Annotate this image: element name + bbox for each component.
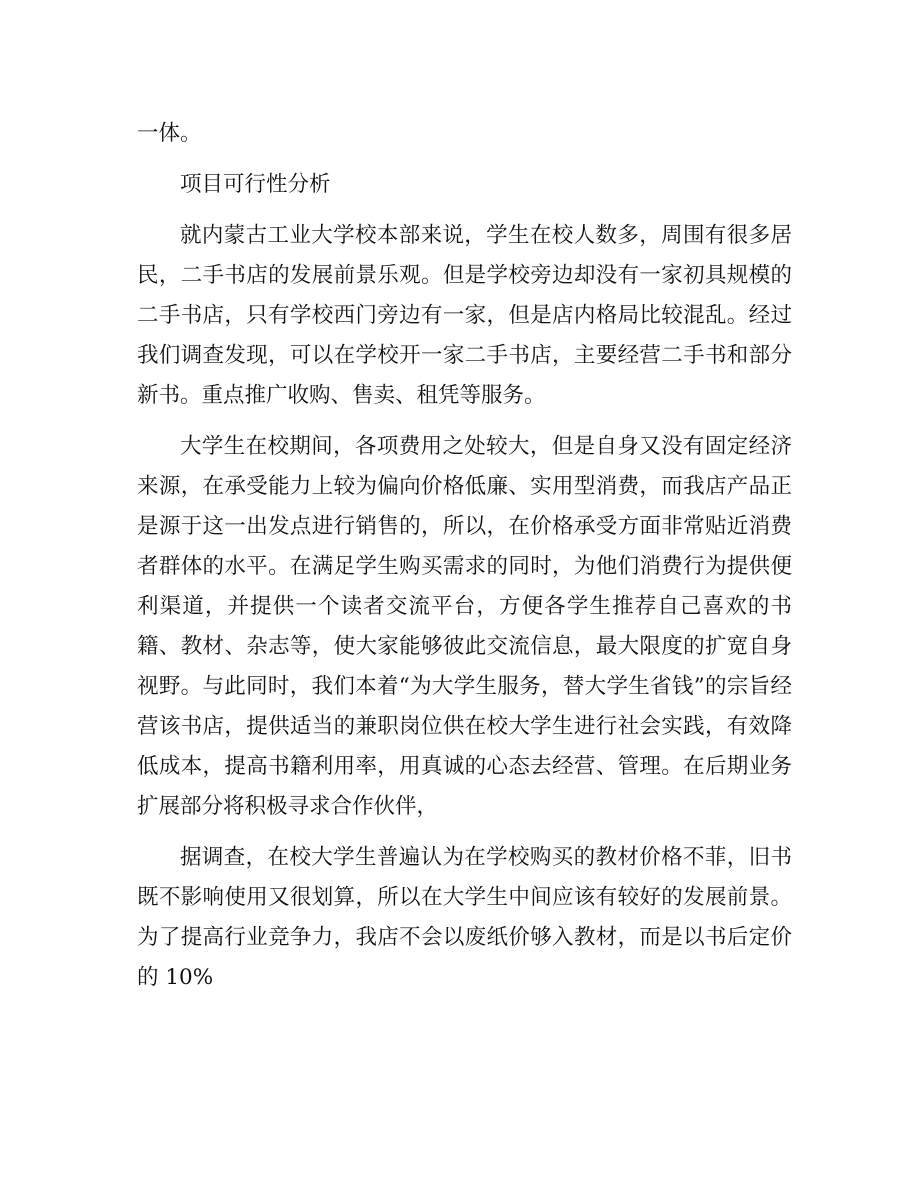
- paragraph-consumer-analysis: 大学生在校期间，各项费用之处较大，但是自身又没有固定经济来源，在承受能力上较为偏向价格低廉、实用型消费，而我店产品正是源于这一出发点进行销售的，所以，在价格承受方面非常贴近消费者群体的水平。在满足学生购买需求的同时，为他们消费行为提供便利渠道，并提供一个读者交流平台，方便各学生推荐自己喜欢的书籍、教材、杂志等，使大家能够彼此交流信息，最大限度的扩宽自身视野。与此同时，我们本着“为大学生服务，替大学生省钱”的宗旨经营该书店，提供适当的兼职岗位供在校大学生进行社会实践，有效降低成本，提高书籍利用率，用真诚的心态去经营、管理。在后期业务扩展部分将积极寻求合作伙伴，: [137, 434, 792, 819]
- document-body: [137, 114, 792, 998]
- paragraph-continuation: 一体。: [137, 121, 202, 146]
- section-heading: 项目可行性分析: [180, 172, 331, 197]
- paragraph-background: 就内蒙古工业大学校本部来说，学生在校人数多，周围有很多居民，二手书店的发展前景乐观。但是学校旁边却没有一家初具规模的二手书店，只有学校西门旁边有一家，但是店内格局比较混乱。经过我们调查发现，可以在学校开一家二手书店，主要经营二手书和部分新书。重点推广收购、售卖、租凭等服务。: [137, 223, 792, 408]
- paragraph-survey: 据调查，在校大学生普遍认为在学校购买的教材价格不菲，旧书既不影响使用又很划算，所以在大学生中间应该有较好的发展前景。为了提高行业竞争力，我店不会以废纸价够入教材，而是以书后定价的 10%: [137, 845, 792, 990]
